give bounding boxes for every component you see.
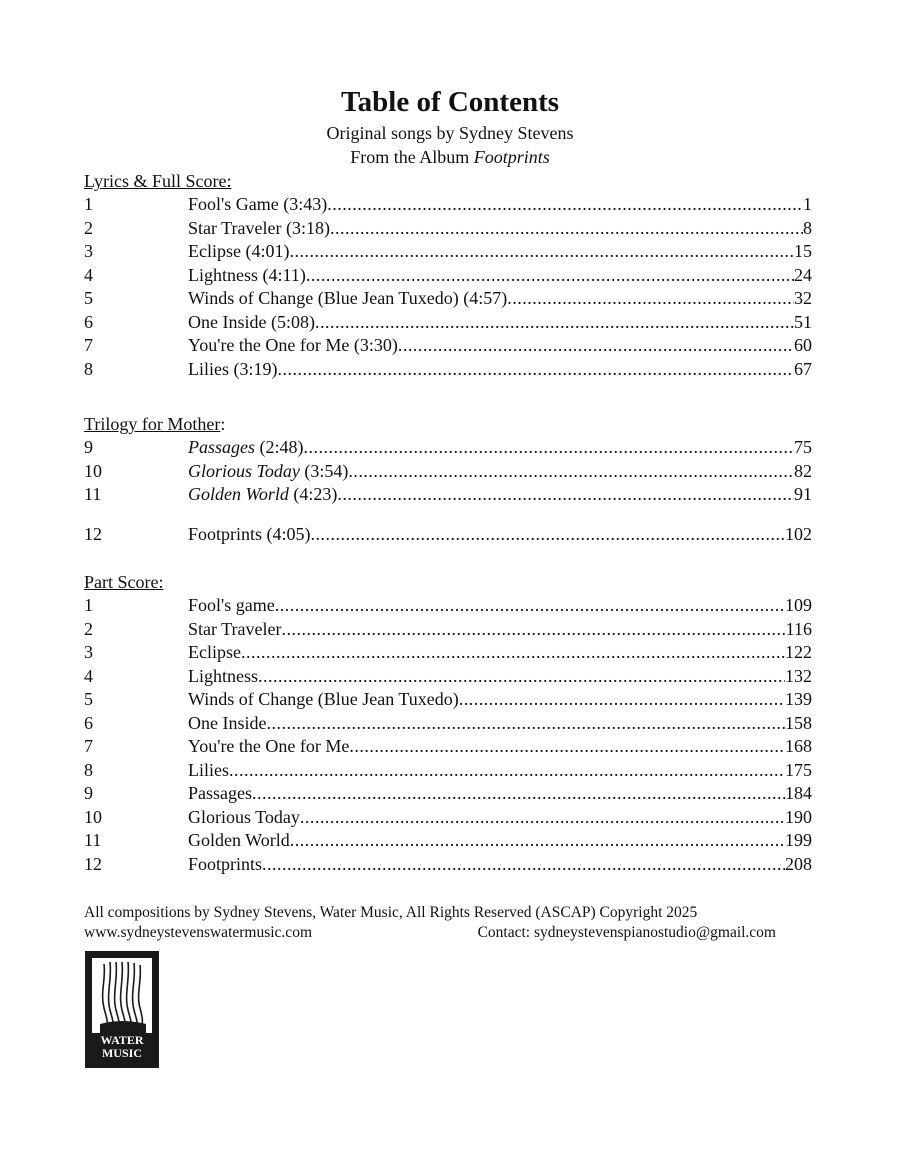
toc-entry[interactable] <box>84 618 812 641</box>
website-link[interactable]: www.sydneystevenswatermusic.com <box>84 924 312 941</box>
entry-page-number: 91 <box>794 484 812 504</box>
entry-page-number: 1 <box>803 194 812 214</box>
entry-number: 9 <box>84 783 93 803</box>
entry-line <box>188 334 812 357</box>
entry-title: You're the One for Me <box>188 736 350 756</box>
dot-leader <box>311 523 785 546</box>
dot-leader <box>507 287 794 310</box>
entry-number: 12 <box>84 524 102 544</box>
dot-leader <box>306 264 794 287</box>
entry-line <box>188 665 812 688</box>
toc-entry[interactable] <box>84 358 812 381</box>
entry-page-number: 67 <box>794 358 812 379</box>
entry-line <box>188 311 812 334</box>
album-name: Footprints <box>473 147 550 167</box>
dot-leader <box>262 853 785 876</box>
entry-title: Footprints <box>188 853 263 874</box>
logo-text <box>87 1034 157 1060</box>
dot-leader <box>327 193 803 216</box>
entry-number: 8 <box>84 759 93 780</box>
page-title: Table of Contents <box>340 86 560 118</box>
entry-title: Golden World <box>188 484 289 504</box>
entry-title: Passages <box>188 437 255 457</box>
toc-entry[interactable] <box>84 759 812 782</box>
toc-entry[interactable] <box>84 523 812 546</box>
entry-title: Winds of Change (Blue Jean Tuxedo) <box>188 689 459 709</box>
entry-title: Eclipse <box>188 241 241 261</box>
toc-entry[interactable] <box>84 665 812 688</box>
toc-entry[interactable] <box>84 287 812 310</box>
toc-entry[interactable] <box>84 806 812 829</box>
entry-title-group <box>188 759 229 782</box>
entry-duration: (3:19) <box>229 358 278 379</box>
entry-line <box>188 264 812 287</box>
entry-title-group <box>188 217 330 240</box>
entry-page-number: 158 <box>785 712 812 733</box>
section-heading <box>84 571 163 594</box>
entry-title: Star Traveler <box>188 217 282 238</box>
entry-duration: (2:48) <box>255 437 304 457</box>
copyright-notice: All compositions by Sydney Stevens, Water Music, All Rights Reserved (ASCAP) Copyright 2025 <box>84 904 698 921</box>
entry-title: One Inside <box>188 712 267 733</box>
entry-number: 6 <box>84 712 93 733</box>
entry-number: 2 <box>84 618 93 639</box>
toc-entry[interactable] <box>84 688 812 711</box>
entry-title-group <box>188 594 275 617</box>
dot-leader <box>315 311 794 334</box>
entry-title-group <box>188 782 252 805</box>
entry-line <box>188 688 812 711</box>
entry-line <box>188 735 812 758</box>
dot-leader <box>337 483 794 506</box>
dot-leader <box>282 618 786 641</box>
entry-title-group <box>188 688 459 711</box>
entry-duration: (5:08) <box>266 311 315 332</box>
entry-page-number: 122 <box>785 642 812 662</box>
toc-entry[interactable] <box>84 483 812 506</box>
toc-entry[interactable] <box>84 217 812 240</box>
entry-duration: (4:01) <box>240 241 290 261</box>
entry-line <box>188 193 812 216</box>
entry-number: 4 <box>84 264 93 285</box>
entry-title-group <box>188 311 315 334</box>
entry-number: 5 <box>84 288 93 308</box>
section-heading-text: Lyrics & Full Score: <box>84 171 232 191</box>
dot-leader <box>348 460 794 483</box>
entry-title-group <box>188 735 349 758</box>
entry-page-number: 168 <box>785 736 812 756</box>
entry-title: You're the One for Me <box>188 335 350 355</box>
contact-line <box>84 923 776 943</box>
entry-title-group <box>188 334 398 357</box>
entry-page-number: 60 <box>794 335 812 355</box>
dot-leader <box>459 688 785 711</box>
subtitle-album <box>0 145 900 169</box>
entry-number: 9 <box>84 437 93 457</box>
entry-line <box>188 287 812 310</box>
toc-entry[interactable] <box>84 193 812 216</box>
entry-page-number: 102 <box>785 524 812 544</box>
entry-title-group <box>188 618 282 641</box>
entry-page-number: 8 <box>803 217 812 238</box>
entry-title-group <box>188 712 266 735</box>
entry-title-group <box>188 665 258 688</box>
section-heading <box>84 170 232 193</box>
entry-number: 1 <box>84 595 93 615</box>
entry-title-group <box>188 287 507 310</box>
entry-page-number: 175 <box>785 759 812 780</box>
entry-title: Star Traveler <box>188 618 282 639</box>
toc-entry[interactable] <box>84 712 812 735</box>
entry-number: 7 <box>84 736 93 756</box>
entry-number: 12 <box>84 853 102 874</box>
entry-line <box>188 759 812 782</box>
entry-number: 4 <box>84 665 93 686</box>
album-prefix: From the Album <box>350 147 474 167</box>
entry-title: Lilies <box>188 358 229 379</box>
section-heading <box>84 413 225 436</box>
entry-duration: (3:18) <box>281 217 330 238</box>
entry-page-number: 139 <box>785 689 812 709</box>
entry-title-group <box>188 358 278 381</box>
dot-leader <box>252 782 785 805</box>
entry-line <box>188 483 812 506</box>
toc-entry[interactable] <box>84 460 812 483</box>
entry-page-number: 32 <box>794 288 812 308</box>
entry-page-number: 208 <box>785 853 812 874</box>
entry-title-group <box>188 436 304 459</box>
entry-line <box>188 594 812 617</box>
toc-entry[interactable] <box>84 782 812 805</box>
section-heading-text: Trilogy for Mother <box>84 414 221 434</box>
entry-page-number: 184 <box>785 783 812 803</box>
entry-title-group <box>188 483 337 506</box>
entry-duration: (4:57) <box>458 288 508 308</box>
entry-title: Lilies <box>188 759 229 780</box>
entry-duration: (4:11) <box>258 264 306 285</box>
entry-number: 3 <box>84 642 93 662</box>
dot-leader <box>241 641 785 664</box>
entry-title: Glorious Today <box>188 806 300 827</box>
dot-leader <box>229 759 785 782</box>
entry-title: Fool's game <box>188 595 275 615</box>
toc-entry[interactable] <box>84 594 812 617</box>
entry-title: Lightness <box>188 665 258 686</box>
dot-leader <box>278 358 795 381</box>
toc-entry[interactable] <box>84 264 812 287</box>
entry-number: 10 <box>84 460 102 481</box>
entry-number: 8 <box>84 358 93 379</box>
entry-title-group <box>188 806 300 829</box>
water-music-logo <box>85 951 159 1068</box>
entry-title-group <box>188 641 241 664</box>
entry-number: 3 <box>84 241 93 261</box>
dot-leader <box>275 594 785 617</box>
entry-page-number: 116 <box>785 618 812 639</box>
dot-leader <box>289 240 794 263</box>
toc-entry[interactable] <box>84 829 812 852</box>
entry-title: Lightness <box>188 264 258 285</box>
dot-leader <box>349 735 785 758</box>
entry-line <box>188 358 812 381</box>
logo-text-water: WATER <box>100 1033 144 1047</box>
entry-page-number: 132 <box>785 665 812 686</box>
dot-leader <box>398 334 794 357</box>
entry-line <box>188 217 812 240</box>
entry-line <box>188 712 812 735</box>
entry-line <box>188 436 812 459</box>
entry-title: Golden World <box>188 830 290 850</box>
entry-title: Glorious Today <box>188 460 300 481</box>
entry-title: Eclipse <box>188 642 241 662</box>
entry-title-group <box>188 460 348 483</box>
entry-page-number: 75 <box>794 437 812 457</box>
entry-title: One Inside <box>188 311 267 332</box>
toc-entry[interactable] <box>84 436 812 459</box>
logo-waterfall-icon <box>92 958 152 1033</box>
entry-number: 2 <box>84 217 93 238</box>
entry-title-group <box>188 240 289 263</box>
entry-duration: (3:43) <box>278 194 328 214</box>
entry-title: Footprints <box>188 524 263 544</box>
entry-duration: (3:54) <box>299 460 349 481</box>
entry-title: Passages <box>188 783 252 803</box>
entry-page-number: 15 <box>794 241 812 261</box>
entry-number: 5 <box>84 689 93 709</box>
entry-page-number: 190 <box>785 806 812 827</box>
dot-leader <box>304 436 795 459</box>
entry-number: 6 <box>84 311 93 332</box>
toc-entry[interactable] <box>84 311 812 334</box>
dot-leader <box>300 806 785 829</box>
entry-title-group <box>188 523 311 546</box>
section-heading-text: Part Score: <box>84 572 164 592</box>
toc-entry[interactable] <box>84 853 812 876</box>
entry-title-group <box>188 193 327 216</box>
entry-line <box>188 806 812 829</box>
entry-number: 11 <box>84 830 102 850</box>
entry-page-number: 109 <box>785 595 812 615</box>
entry-line <box>188 853 812 876</box>
dot-leader <box>266 712 785 735</box>
contact-email[interactable]: Contact: sydneystevenspianostudio@gmail.com <box>477 924 776 941</box>
entry-line <box>188 240 812 263</box>
dot-leader <box>290 829 785 852</box>
entry-page-number: 51 <box>794 311 812 332</box>
entry-title: Winds of Change (Blue Jean Tuxedo) <box>188 288 459 308</box>
entry-duration: (4:23) <box>288 484 338 504</box>
entry-page-number: 24 <box>794 264 812 285</box>
entry-number: 7 <box>84 335 93 355</box>
subtitle-composer: Original songs by Sydney Stevens <box>326 123 574 143</box>
entry-number: 1 <box>84 194 93 214</box>
entry-line <box>188 782 812 805</box>
entry-line <box>188 641 812 664</box>
toc-entry[interactable] <box>84 334 812 357</box>
entry-page-number: 199 <box>785 830 812 850</box>
toc-entry[interactable] <box>84 735 812 758</box>
dot-leader <box>330 217 803 240</box>
dot-leader <box>258 665 785 688</box>
entry-title: Fool's Game <box>188 194 279 214</box>
entry-page-number: 82 <box>794 460 812 481</box>
entry-title-group <box>188 829 290 852</box>
entry-line <box>188 829 812 852</box>
toc-entry[interactable] <box>84 240 812 263</box>
entry-line <box>188 618 812 641</box>
toc-entry[interactable] <box>84 641 812 664</box>
entry-number: 10 <box>84 806 102 827</box>
section-heading-suffix: : <box>220 414 226 434</box>
entry-number: 11 <box>84 484 102 504</box>
entry-line <box>188 523 812 546</box>
entry-duration: (4:05) <box>262 524 311 544</box>
entry-duration: (3:30) <box>349 335 398 355</box>
entry-title-group <box>188 264 306 287</box>
entry-line <box>188 460 812 483</box>
entry-title-group <box>188 853 262 876</box>
logo-text-music: MUSIC <box>101 1046 142 1060</box>
